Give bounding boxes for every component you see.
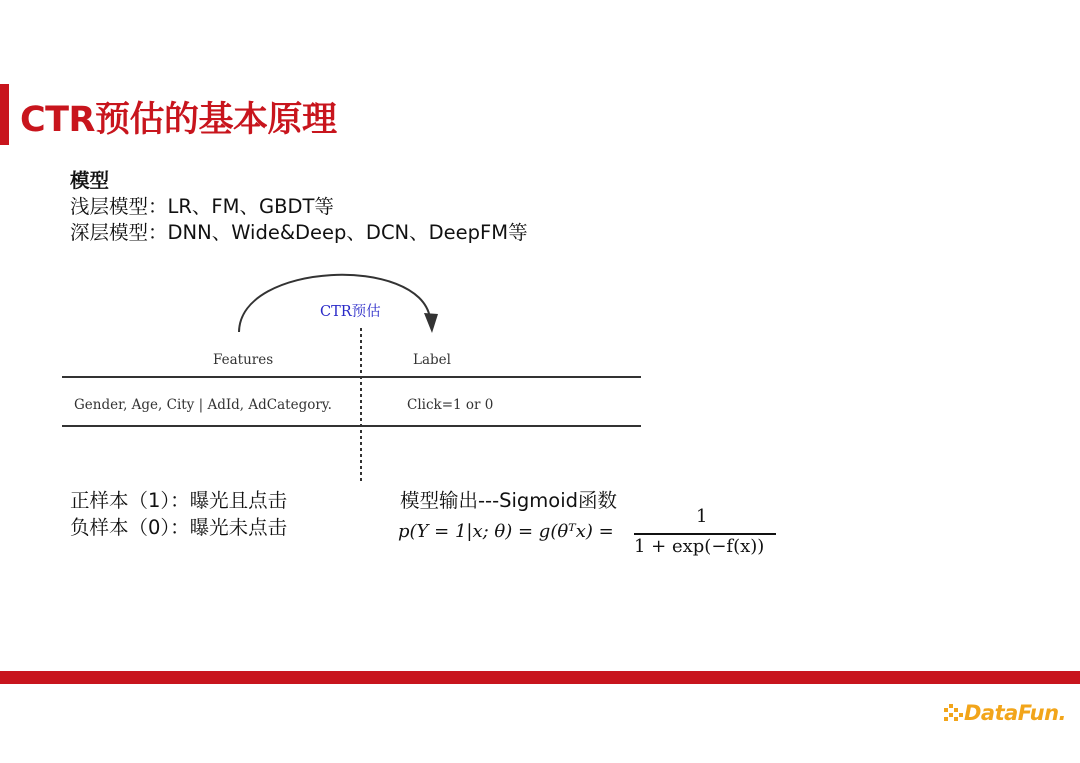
datafun-logo: [944, 700, 1067, 730]
negative-sample: 负样本（0）：曝光未点击: [70, 516, 288, 539]
shallow-models-line: 浅层模型：LR、FM、GBDT等: [70, 195, 334, 218]
features-row: Gender, Age, City | AdId, AdCategory.: [74, 397, 332, 413]
model-heading: 模型: [70, 169, 110, 192]
formula-lhs: p(Y = 1|x; θ) = g(θᵀx) =: [398, 521, 614, 542]
label-row: Click=1 or 0: [407, 397, 494, 413]
fraction-bar: [634, 533, 776, 535]
logo-text: DataFun.: [964, 701, 1067, 725]
features-header: Features: [213, 352, 274, 368]
label-header: Label: [413, 352, 451, 368]
positive-sample: 正样本（1）：曝光且点击: [70, 489, 288, 512]
formula-denominator: 1 + exp(−f(x)): [634, 536, 765, 557]
formula-numerator: 1: [696, 506, 708, 527]
sigmoid-title: 模型输出---Sigmoid函数: [400, 489, 618, 512]
logo-mark-icon: [944, 704, 966, 726]
samples-section: [70, 487, 287, 541]
deep-models-line: 深层模型：DNN、Wide&Deep、DCN、DeepFM等: [70, 221, 528, 244]
bottom-accent-band: [0, 671, 1080, 684]
prediction-arrowhead: [424, 313, 438, 333]
page-title: CTR预估的基本原理: [20, 100, 337, 140]
arrow-label: CTR预估: [320, 304, 381, 320]
